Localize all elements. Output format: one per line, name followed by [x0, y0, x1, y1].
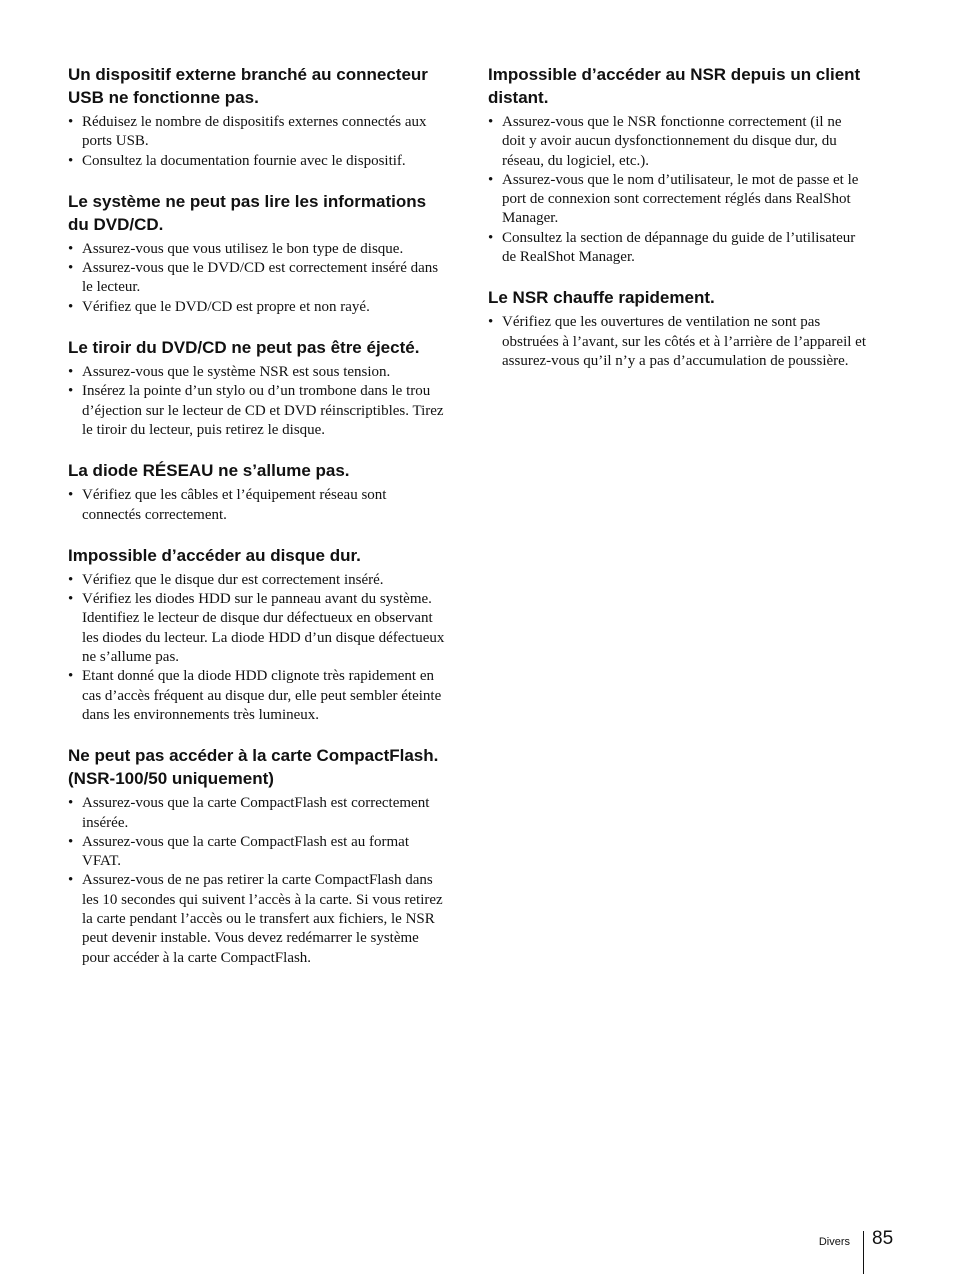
list-item-text: Assurez-vous que le nom d’utilisateur, le mot de passe et le port de connexion sont correctement réglés dans RealShot Manager. — [502, 171, 859, 227]
list-item-text: Vérifiez que les ouvertures de ventilation ne sont pas obstruées à l’avant, sur les côtés et à l’arrière de l’appareil et assurez-vous qu’il n’y a pas d’accumulation de poussière. — [502, 314, 866, 369]
section-heading: Impossible d’accéder au NSR depuis un client distant. — [488, 65, 861, 107]
list-item — [488, 171, 866, 229]
page-number: 85 — [872, 1228, 894, 1249]
list-item — [68, 590, 446, 667]
bullet-icon: • — [68, 833, 74, 850]
bullet-icon: • — [68, 571, 74, 588]
list-item — [68, 259, 446, 298]
list-item-text: Etant donné que la diode HDD clignote très rapidement en cas d’accès fréquent au disque dur, elle peut sembler éteinte dans les environnements très lumineux. — [82, 668, 442, 723]
footer-divider — [863, 1231, 864, 1274]
troubleshooting-section — [68, 744, 446, 968]
bullet-icon: • — [68, 240, 74, 257]
right-column — [488, 63, 866, 390]
troubleshooting-section — [68, 190, 446, 317]
bullet-icon: • — [68, 872, 74, 889]
troubleshooting-section — [68, 336, 446, 440]
list-item — [68, 871, 446, 967]
footer-section-label: Divers — [818, 1236, 850, 1248]
section-heading: Le système ne peut pas lire les informations du DVD/CD. — [68, 191, 427, 234]
list-item-text: Consultez la section de dépannage du guide de l’utilisateur de RealShot Manager. — [502, 229, 856, 266]
section-heading: Un dispositif externe branché au connecteur USB ne fonctionne pas. — [68, 65, 428, 107]
list-item-text: Assurez-vous que la carte CompactFlash est correctement insérée. — [82, 795, 430, 831]
section-heading: Le tiroir du DVD/CD ne peut pas être éjecté. — [68, 338, 420, 358]
list-item — [68, 571, 446, 590]
bullet-icon: • — [68, 383, 74, 400]
list-item — [68, 113, 446, 152]
list-item-text: Vérifiez que les câbles et l’équipement réseau sont connectés correctement. — [82, 487, 387, 523]
list-item-text: Assurez-vous que vous utilisez le bon type de disque. — [82, 240, 404, 257]
bullet-icon: • — [488, 171, 494, 188]
bullet-icon: • — [488, 114, 494, 130]
bullet-list — [68, 794, 446, 968]
bullet-list — [68, 571, 446, 725]
bullet-icon: • — [68, 152, 74, 169]
list-item-text: Vérifiez que le disque dur est correctement inséré. — [82, 571, 384, 588]
troubleshooting-section — [68, 63, 446, 171]
section-heading: Impossible d’accéder au disque dur. — [68, 545, 361, 565]
list-item — [488, 313, 866, 371]
list-item-text: Assurez-vous que le système NSR est sous tension. — [82, 364, 391, 381]
list-item-text: Insérez la pointe d’un stylo ou d’un trombone dans le trou d’éjection sur le lecteur de CD et DVD réinscriptibles. Tirez le tiroir du lecteur, puis retirez le disque. — [82, 383, 444, 438]
list-item — [68, 298, 446, 317]
list-item — [68, 667, 446, 725]
section-heading: Le NSR chauffe rapidement. — [488, 288, 715, 308]
list-item — [68, 363, 446, 382]
page-footer — [0, 1228, 954, 1274]
troubleshooting-section — [488, 63, 866, 267]
list-item — [68, 152, 446, 171]
bullet-list — [68, 486, 446, 525]
troubleshooting-section — [68, 544, 446, 725]
section-heading: Ne peut pas accéder à la carte CompactFlash. (NSR-100/50 uniquement) — [68, 746, 439, 789]
bullet-icon: • — [68, 298, 74, 315]
bullet-icon: • — [68, 364, 74, 381]
list-item-text: Réduisez le nombre de dispositifs externes connectés aux ports USB. — [82, 114, 427, 150]
bullet-list — [68, 240, 446, 317]
bullet-icon: • — [68, 795, 74, 812]
list-item — [488, 229, 866, 268]
list-item — [68, 486, 446, 525]
list-item-text: Assurez-vous que la carte CompactFlash est au format VFAT. — [82, 833, 409, 870]
list-item — [68, 382, 446, 440]
bullet-icon: • — [68, 591, 74, 608]
list-item — [488, 113, 866, 171]
left-column — [68, 63, 446, 987]
bullet-list — [68, 113, 446, 171]
list-item-text: Assurez-vous de ne pas retirer la carte CompactFlash dans les 10 secondes qui suivent l’accès à la carte. Si vous retirez la carte pendant l’accès ou le transfert aux fichiers, le NSR peut devenir instable. Vous devez redémarrer le système pour accéder à la carte CompactFlash. — [82, 872, 443, 966]
list-item-text: Assurez-vous que le DVD/CD est correctement inséré dans le lecteur. — [82, 260, 439, 296]
list-item-text: Vérifiez que le DVD/CD est propre et non rayé. — [82, 298, 370, 315]
bullet-icon: • — [68, 487, 74, 504]
list-item-text: Consultez la documentation fournie avec le dispositif. — [82, 152, 406, 169]
bullet-list — [488, 313, 866, 371]
bullet-list — [68, 363, 446, 440]
bullet-icon: • — [68, 114, 74, 130]
bullet-icon: • — [488, 314, 494, 331]
list-item-text: Assurez-vous que le NSR fonctionne correctement (il ne doit y avoir aucun dysfonctionnement du disque dur, du réseau, du logiciel, etc.). — [502, 114, 842, 169]
list-item — [68, 240, 446, 259]
troubleshooting-section — [68, 459, 446, 525]
section-heading: La diode RÉSEAU ne s’allume pas. — [68, 461, 350, 481]
list-item — [68, 833, 446, 872]
troubleshooting-section — [488, 286, 866, 371]
bullet-list — [488, 113, 866, 267]
bullet-icon: • — [68, 260, 74, 277]
list-item — [68, 794, 446, 833]
bullet-icon: • — [488, 229, 494, 246]
list-item-text: Vérifiez les diodes HDD sur le panneau avant du système. Identifiez le lecteur de disque dur défectueux en observant les diodes du lecteur. La diode HDD d’un disque défectueux ne s’allume pas. — [82, 591, 445, 666]
bullet-icon: • — [68, 668, 74, 685]
